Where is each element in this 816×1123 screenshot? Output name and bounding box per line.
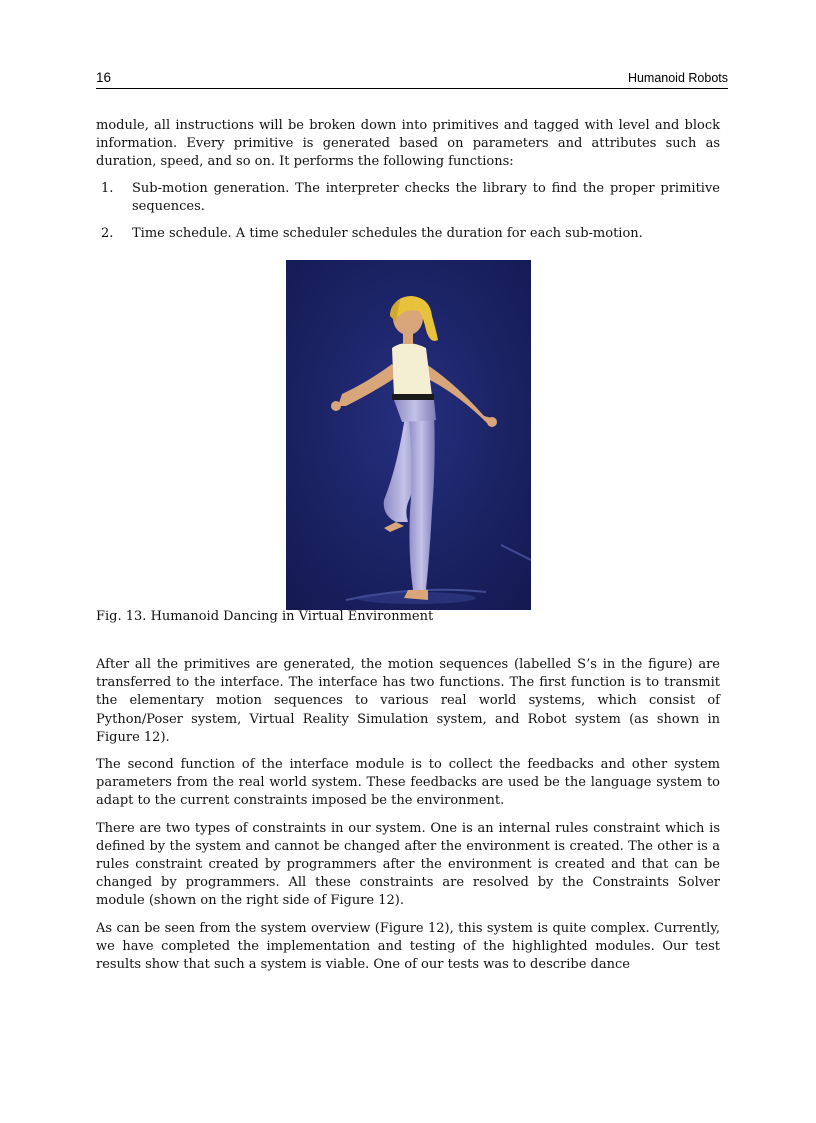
paragraph: As can be seen from the system overview (Figure 12), this system is quite complex. Currently, we have completed the implementation and testing of the highlighted modules. Our test results show that such a system is viable. One of our tests was to describe dance <box>96 920 720 973</box>
list-item-number: 1. <box>101 181 114 196</box>
intro-block <box>96 117 720 181</box>
humanoid-figure-image <box>286 260 531 610</box>
page-header <box>96 70 728 89</box>
paragraph: After all the primitives are generated, the motion sequences (labelled S’s in the figure) are transferred to the interface. The interface has two functions. The first function is to transmit the elementary motion sequences to various real world systems, which consist of Python/Poser system, Virtual Reality Simulation system, and Robot system (as shown in Figure 12). <box>96 657 720 745</box>
list-item-number: 2. <box>101 226 114 242</box>
function-list <box>96 180 720 253</box>
intro-paragraph: module, all instructions will be broken down into primitives and tagged with level and block information. Every primitive is generated based on parameters and attributes such as duration, speed, and so on. It performs the following functions: <box>96 118 720 170</box>
list-item <box>96 180 720 216</box>
list-item <box>96 225 720 243</box>
list-item-text: Time schedule. A time scheduler schedules the duration for each sub-motion. <box>132 226 643 242</box>
paragraph: There are two types of constraints in our system. One is an internal rules constraint which is defined by the system and cannot be changed after the environment is created. The other is a rules constraint created by programmers after the environment is created and that can be changed by programmers. All these constraints are resolved by the Constraints Solver module (shown on the right side of Figure 12). <box>96 820 720 909</box>
list-item-text: Sub-motion generation. The interpreter checks the library to find the proper primitive sequences. <box>132 181 720 215</box>
body-text <box>96 656 720 983</box>
paragraph: The second function of the interface module is to collect the feedbacks and other system parameters from the real world system. These feedbacks are used be the language system to adapt to the current constraints imposed be the environment. <box>96 757 720 809</box>
running-title: Humanoid Robots <box>627 71 728 85</box>
figure-humanoid-dancing <box>286 260 531 610</box>
page-number: 16 <box>96 70 112 85</box>
figure-caption: Fig. 13. Humanoid Dancing in Virtual Environment <box>96 609 434 624</box>
